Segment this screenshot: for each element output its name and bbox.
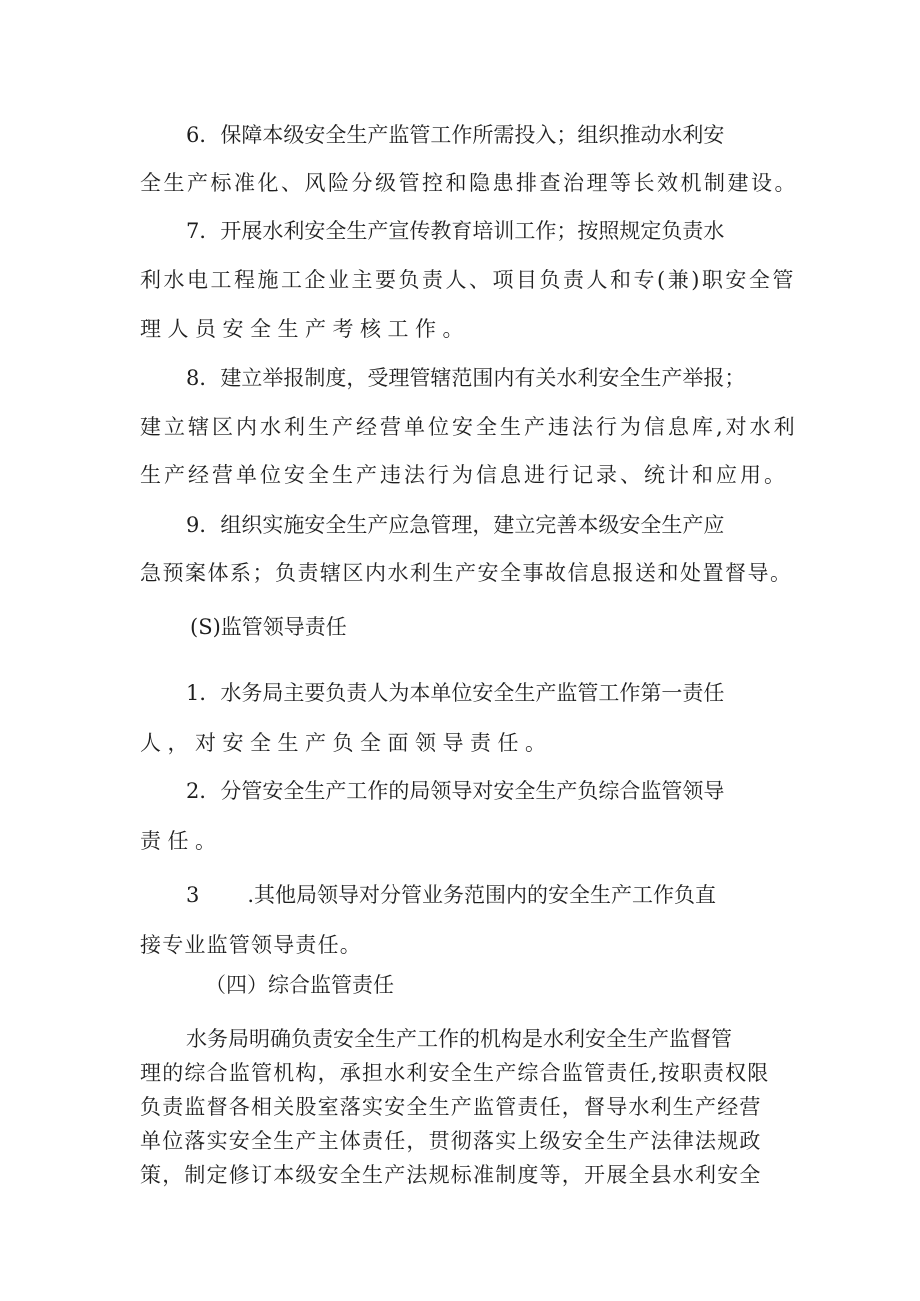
item-1-line-1: 1．水务局主要负责人为本单位安全生产监管工作第一责任 bbox=[186, 681, 725, 705]
item-2-line-1: 2．分管安全生产工作的局领导对安全生产负综合监管领导 bbox=[186, 779, 725, 803]
paragraph-6-line-1: 6．保障本级安全生产监管工作所需投入；组织推动水利安 bbox=[186, 123, 725, 147]
section-heading-4: （四）综合监管责任 bbox=[205, 973, 394, 997]
paragraph-4-line-4: 单位落实安全生产主体责任，贯彻落实上级安全生产法律法规政 bbox=[140, 1129, 762, 1153]
item-3-line-1 bbox=[186, 880, 846, 910]
paragraph-9-line-2: 急预案体系；负责辖区内水利生产安全事故信息报送和处置督导。 bbox=[140, 561, 793, 585]
item-3-line-2: 接专业监管领导责任。 bbox=[140, 933, 362, 957]
item-2-line-2: 责任。 bbox=[140, 829, 223, 853]
paragraph-9-line-1: 9．组织实施安全生产应急管理，建立完善本级安全生产应 bbox=[186, 513, 725, 537]
paragraph-7-line-3: 理人员安全生产考核工作。 bbox=[140, 317, 470, 341]
paragraph-4-line-1: 水务局明确负责安全生产工作的机构是水利安全生产监督管 bbox=[186, 1027, 732, 1051]
paragraph-7-line-2: 利水电工程施工企业主要负责人、项目负责人和专(兼)职安全管 bbox=[140, 268, 796, 292]
paragraph-8-line-2: 建立辖区内水利生产经营单位安全生产违法行为信息库,对水利 bbox=[140, 415, 798, 439]
paragraph-4-line-2: 理的综合监管机构，承担水利安全生产综合监管责任,按职责权限 bbox=[140, 1061, 770, 1085]
paragraph-4-line-3: 负责监督各相关股室落实安全生产监管责任，督导水利生产经营 bbox=[140, 1095, 762, 1119]
paragraph-8-line-1: 8．建立举报制度，受理管辖范围内有关水利安全生产举报； bbox=[186, 366, 746, 390]
paragraph-6-line-2: 全生产标准化、风险分级管控和隐患排查治理等长效机制建设。 bbox=[140, 171, 798, 195]
section-heading-3: (S)监管领导责任 bbox=[190, 615, 347, 639]
item-3-number: 3 bbox=[186, 883, 200, 907]
paragraph-4-line-5: 策，制定修订本级安全生产法规标准制度等，开展全县水利安全 bbox=[140, 1163, 762, 1187]
paragraph-7-line-1: 7．开展水利安全生产宣传教育培训工作；按照规定负责水 bbox=[186, 219, 725, 243]
item-3-text: .其他局领导对分管业务范围内的安全生产工作负直 bbox=[247, 883, 717, 907]
paragraph-8-line-3: 生产经营单位安全生产违法行为信息进行记录、统计和应用。 bbox=[140, 463, 788, 487]
item-1-line-2: 人，对安全生产负全面领导责任。 bbox=[140, 731, 553, 755]
